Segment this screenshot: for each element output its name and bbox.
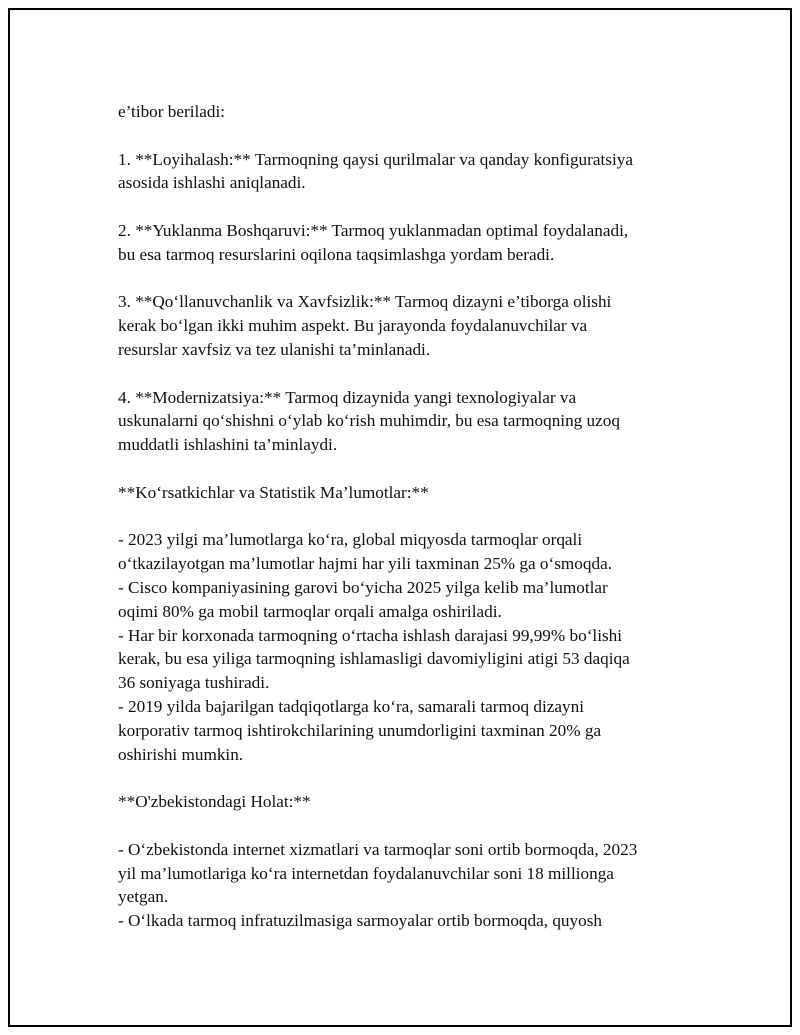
text-line: 1. **Loyihalash:** Tarmoqning qaysi qurilmalar va qanday konfiguratsiya [118,149,633,169]
list-item-yuklanma [118,219,698,267]
text-line: bu esa tarmoq resurslarini oqilona taqsimlashga yordam beradi. [118,244,555,264]
text-line: - 2023 yilgi ma’lumotlarga ko‘ra, global miqyosda tarmoqlar orqali [118,530,583,550]
text-line: yil ma’lumotlariga ko‘ra internetdan foydalanuvchilar soni 18 millionga [118,863,614,883]
text-line: uskunalarni qo‘shishni o‘ylab ko‘rish muhimdir, bu esa tarmoqning uzoq [118,411,620,431]
intro-paragraph [118,100,698,124]
text-line: asosida ishlashi aniqlanadi. [118,173,306,193]
text-line: 2. **Yuklanma Boshqaruvi:** Tarmoq yuklanmadan optimal foydalanadi, [118,220,629,240]
section-heading-uzbekistan [118,790,698,814]
text-line: oqimi 80% ga mobil tarmoqlar orqali amalga oshiriladi. [118,601,502,621]
text-line: 4. **Modernizatsiya:** Tarmoq dizaynida yangi texnologiyalar va [118,387,577,407]
text-line: - 2019 yilda bajarilgan tadqiqotlarga ko‘ra, samarali tarmoq dizayni [118,696,584,716]
section-heading-statistics [118,481,698,505]
text-line: oshirishi mumkin. [118,744,244,764]
heading-line: **O'zbekistondagi Holat:** [118,792,311,812]
text-line: resurslar xavfsiz va tez ulanishi ta’minlanadi. [118,339,431,359]
document-body [118,100,698,957]
text-line: kerak bo‘lgan ikki muhim aspekt. Bu jarayonda foydalanuvchilar va [118,316,588,336]
heading-line: **Ko‘rsatkichlar va Statistik Ma’lumotlar:** [118,482,429,502]
text-line: muddatli ishlashini ta’minlaydi. [118,435,338,455]
text-line: korporativ tarmoq ishtirokchilarining unumdorligini taxminan 20% ga [118,720,602,740]
page-frame [8,8,792,1027]
statistics-list [118,528,698,766]
text-line: - Cisco kompaniyasining garovi bo‘yicha 2025 yilga kelib ma’lumotlar [118,577,608,597]
list-item-modernizatsiya [118,386,698,457]
text-line: 36 soniyaga tushiradi. [118,673,270,693]
list-item-xavfsizlik [118,290,698,361]
text-line: e’tibor beriladi: [118,102,226,121]
text-line: yetgan. [118,887,169,907]
uzbekistan-list [118,838,698,933]
text-line: - O‘zbekistonda internet xizmatlari va tarmoqlar soni ortib bormoqda, 2023 [118,839,638,859]
text-line: kerak, bu esa yiliga tarmoqning ishlamasligi davomiyligini atigi 53 daqiqa [118,649,630,669]
list-item-loyihalash [118,148,698,196]
text-line: o‘tkazilayotgan ma’lumotlar hajmi har yili taxminan 25% ga o‘smoqda. [118,554,613,574]
text-line: - O‘lkada tarmoq infratuzilmasiga sarmoyalar ortib bormoqda, quyosh [118,911,602,931]
text-line: 3. **Qo‘llanuvchanlik va Xavfsizlik:** Tarmoq dizayni e’tiborga olishi [118,292,612,312]
text-line: - Har bir korxonada tarmoqning o‘rtacha ishlash darajasi 99,99% bo‘lishi [118,625,623,645]
